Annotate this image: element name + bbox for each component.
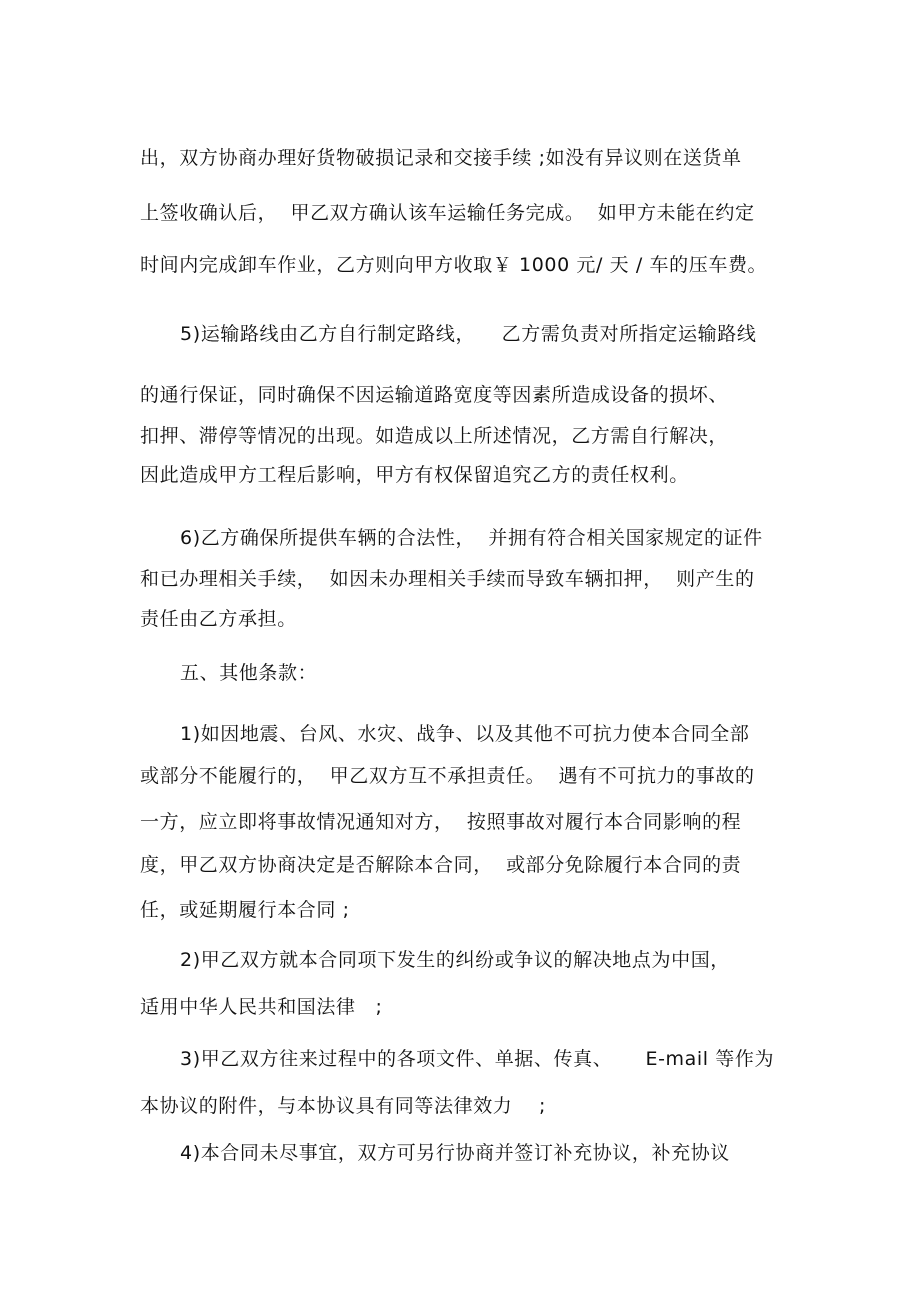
- text-line: 任，或延期履行本合同 ;: [140, 899, 350, 921]
- text-line: 5)运输路线由乙方自行制定路线， 乙方需负责对所指定运输路线: [180, 323, 757, 345]
- text-line: 和已办理相关手续， 如因未办理相关手续而导致车辆扣押， 则产生的: [140, 568, 755, 590]
- text-line: 4)本合同未尽事宜，双方可另行协商并签订补充协议，补充协议: [180, 1142, 730, 1164]
- text-line: 责任由乙方承担。: [140, 608, 297, 630]
- text-line: 出，双方协商办理好货物破损记录和交接手续 ;如没有异议则在送货单: [140, 147, 742, 169]
- text-line: 3)甲乙双方往来过程中的各项文件、单据、传真、 E-mail 等作为: [180, 1048, 775, 1070]
- text-line: 6)乙方确保所提供车辆的合法性， 并拥有符合相关国家规定的证件: [180, 527, 763, 549]
- text-line: 本协议的附件，与本协议具有同等法律效力 ;: [140, 1095, 546, 1117]
- text-line: 扣押、滞停等情况的出现。如造成以上所述情况，乙方需自行解决，: [140, 425, 729, 447]
- text-line: 因此造成甲方工程后影响，甲方有权保留追究乙方的责任权利。: [140, 464, 689, 486]
- text-line: 1)如因地震、台风、水灾、战争、以及其他不可抗力使本合同全部: [180, 723, 750, 745]
- text-line: 时间内完成卸车作业，乙方则向甲方收取￥ 1000 元/ 天 / 车的压车费。: [140, 254, 768, 276]
- text-line: 一方，应立即将事故情况通知对方， 按照事故对履行本合同影响的程: [140, 811, 742, 833]
- text-line: 上签收确认后， 甲乙双方确认该车运输任务完成。 如甲方未能在约定: [140, 202, 755, 224]
- section-heading: 五、其他条款：: [180, 662, 318, 684]
- text-line: 或部分不能履行的， 甲乙双方互不承担责任。 遇有不可抗力的事故的: [140, 765, 755, 787]
- text-line: 度，甲乙双方协商决定是否解除本合同， 或部分免除履行本合同的责: [140, 854, 742, 876]
- text-line: 2)甲乙双方就本合同项下发生的纠纷或争议的解决地点为中国，: [180, 949, 730, 971]
- text-line: 的通行保证，同时确保不因运输道路宽度等因素所造成设备的损坏、: [140, 384, 729, 406]
- text-line: 适用中华人民共和国法律 ;: [140, 996, 383, 1018]
